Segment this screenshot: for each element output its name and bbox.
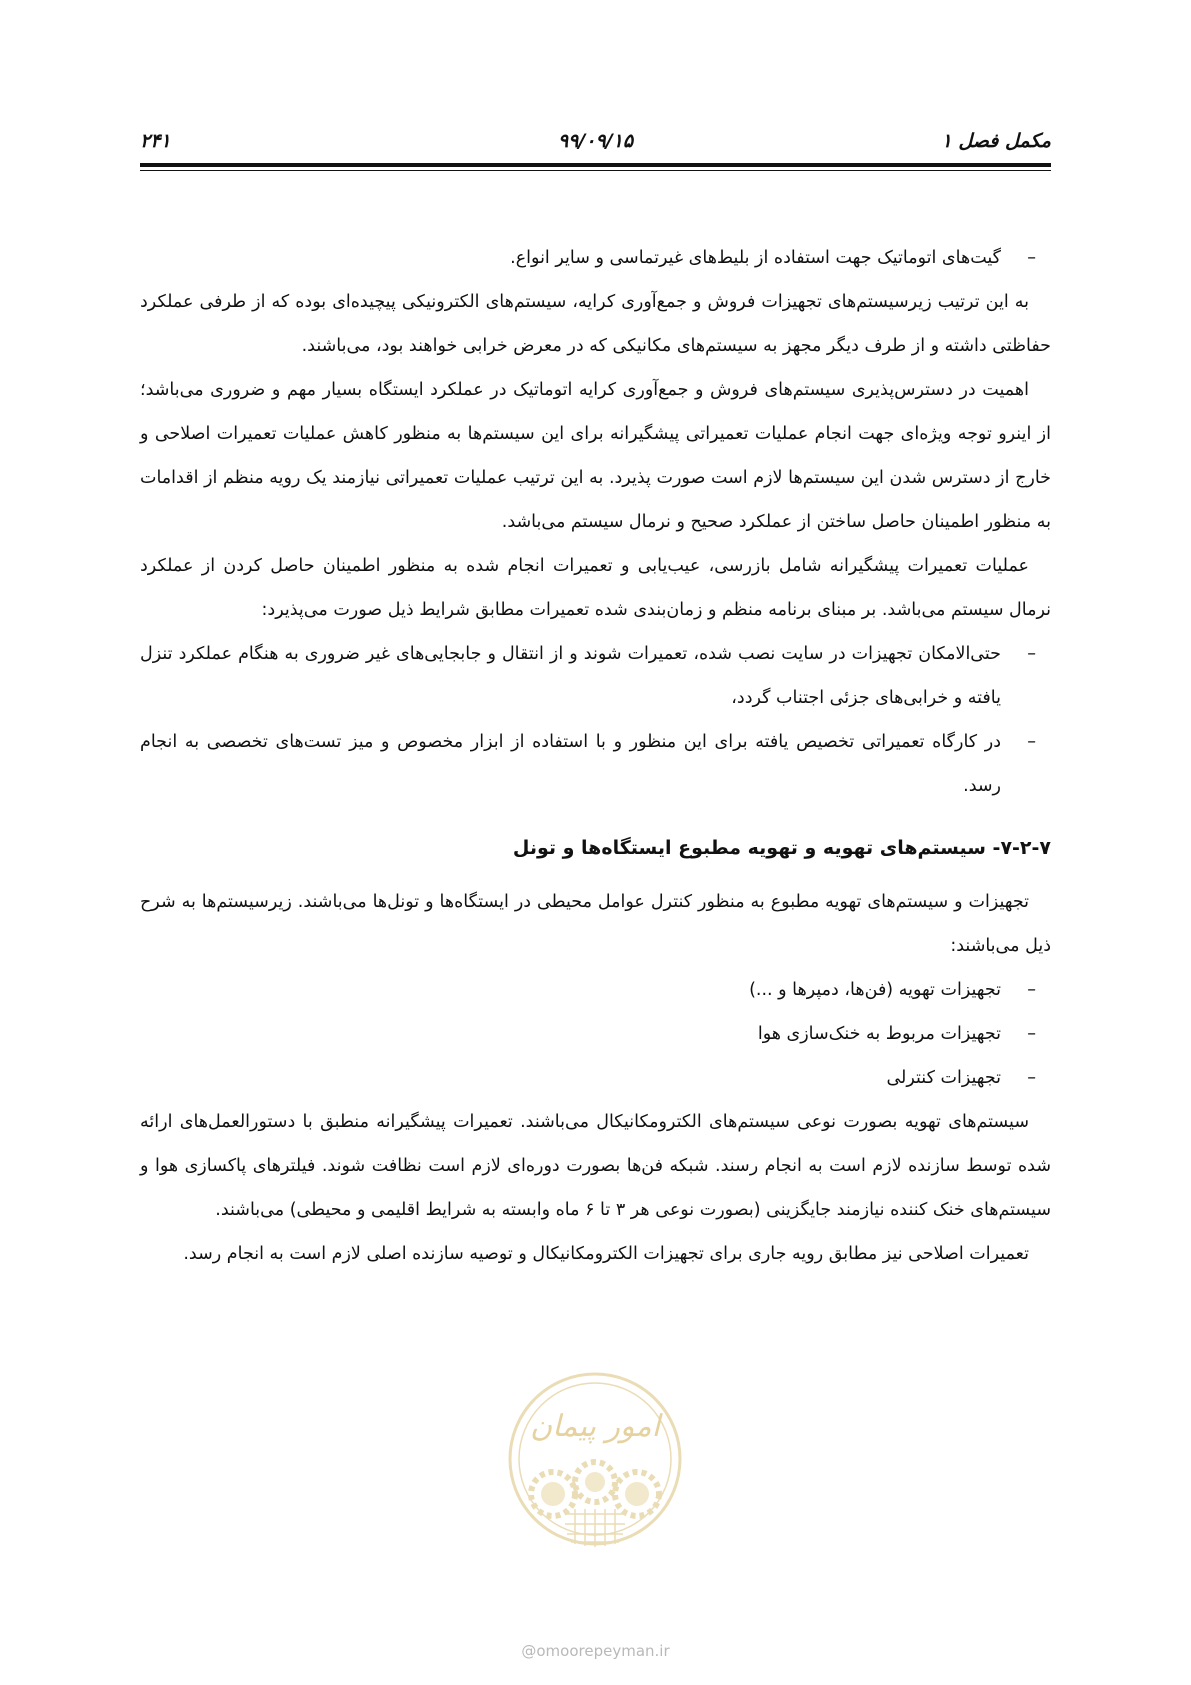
paragraph: به این ترتیب زیرسیستم‌های تجهیزات فروش و جمع‌آوری کرایه، سیستم‌های الکترونیکی پیچیده‌ای بوده که از طرفی عملکرد حفاظتی داشته و از طرف دیگر مجهز به سیستم‌های مکانیکی که در معرض خرابی خواهند بود، می‌باشند.: [140, 292, 1051, 356]
bullet-text: در کارگاه تعمیراتی تخصیص یافته برای این منظور و با استفاده از ابزار مخصوص و میز تست‌های تخصصی به انجام رسد.: [140, 732, 1001, 796]
paragraph: عملیات تعمیرات پیشگیرانه شامل بازرسی، عیب‌یابی و تعمیرات انجام شده به منظور اطمینان حاصل کردن از عملکرد نرمال سیستم می‌باشد. بر مبنای برنامه منظم و زمان‌بندی شده تعمیرات مطابق شرایط ذیل صورت می‌پذیرد:: [140, 556, 1051, 620]
bullet-text: حتی‌الامکان تجهیزات در سایت نصب شده، تعمیرات شوند و از انتقال و جابجایی‌های غیر ضروری به هنگام عملکرد تنزل یافته و خرابی‌های جزئی اجتناب گردد،: [140, 644, 1001, 708]
paragraph: تجهیزات و سیستم‌های تهویه مطبوع به منظور کنترل عوامل محیطی در ایستگاه‌ها و تونل‌ها می‌باشند. زیرسیستم‌ها به شرح ذیل می‌باشند:: [140, 892, 1051, 956]
header-rule-thin: [140, 170, 1051, 171]
bullet-text: گیت‌های اتوماتیک جهت استفاده از بلیط‌های غیرتماسی و سایر انواع.: [510, 248, 1001, 268]
dash-marker: –: [1027, 732, 1036, 752]
bullet-item: [140, 1056, 1051, 1100]
section-heading: ۷-۲-۷- سیستم‌های تهویه و تهویه مطبوع ایستگاه‌ها و تونل: [512, 837, 1051, 859]
paragraph: تعمیرات اصلاحی نیز مطابق رویه جاری برای تجهیزات الکترومکانیکال و توصیه سازنده اصلی لازم است به انجام رسد.: [183, 1244, 1029, 1264]
watermark-logo: [505, 1364, 685, 1564]
dash-marker: –: [1027, 644, 1036, 664]
page-number: ۲۴۱: [140, 130, 171, 152]
header-rule-thick: [140, 163, 1051, 167]
bullet-item: [140, 1012, 1051, 1056]
dash-marker: –: [1027, 248, 1036, 268]
page-header: [140, 130, 1051, 160]
bullet-text: تجهیزات کنترلی: [886, 1068, 1001, 1088]
dash-marker: –: [1027, 980, 1036, 1000]
bullet-item: [140, 720, 1051, 808]
chapter-title: مکمل فصل ۱: [941, 130, 1051, 152]
bullet-text: تجهیزات تهویه (فن‌ها، دمپرها و ...): [749, 980, 1001, 1000]
dash-marker: –: [1027, 1024, 1036, 1044]
paragraph: سیستم‌های تهویه بصورت نوعی سیستم‌های الکترومکانیکال می‌باشند. تعمیرات پیشگیرانه منطبق با دستورالعمل‌های ارائه شده توسط سازنده لازم است به انجام رسند. شبکه فن‌ها بصورت دوره‌ای لازم است نظافت شوند. فیلترهای پاکسازی هوا و سیستم‌های خنک کننده نیازمند جایگزینی (بصورت نوعی هر ۳ تا ۶ ماه وابسته به شرایط اقلیمی و محیطی) می‌باشند.: [140, 1112, 1051, 1220]
bullet-item: [140, 236, 1051, 280]
watermark-site: @omoorepeyman.ir: [521, 1642, 670, 1660]
header-date: ۹۹/۰۹/۱۵: [557, 130, 634, 152]
bullet-item: [140, 632, 1051, 720]
watermark-logo-text: امور پیمان: [530, 1409, 660, 1444]
bullet-item: [140, 968, 1051, 1012]
paragraph: اهمیت در دسترس‌پذیری سیستم‌های فروش و جمع‌آوری کرایه اتوماتیک در عملکرد ایستگاه بسیار مهم و ضروری می‌باشد؛ از اینرو توجه ویژه‌ای جهت انجام عملیات تعمیراتی پیشگیرانه برای این سیستم‌ها به منظور کاهش عملیات تعمیرات اصلاحی و خارج از دسترس شدن این سیستم‌ها لازم است صورت پذیرد. به این ترتیب عملیات تعمیراتی نیازمند یک رویه منظم از اقدامات به منظور اطمینان حاصل ساختن از عملکرد صحیح و نرمال سیستم می‌باشد.: [140, 380, 1051, 532]
document-body: [140, 236, 1051, 1276]
dash-marker: –: [1027, 1068, 1036, 1088]
bullet-text: تجهیزات مربوط به خنک‌سازی هوا: [757, 1024, 1001, 1044]
